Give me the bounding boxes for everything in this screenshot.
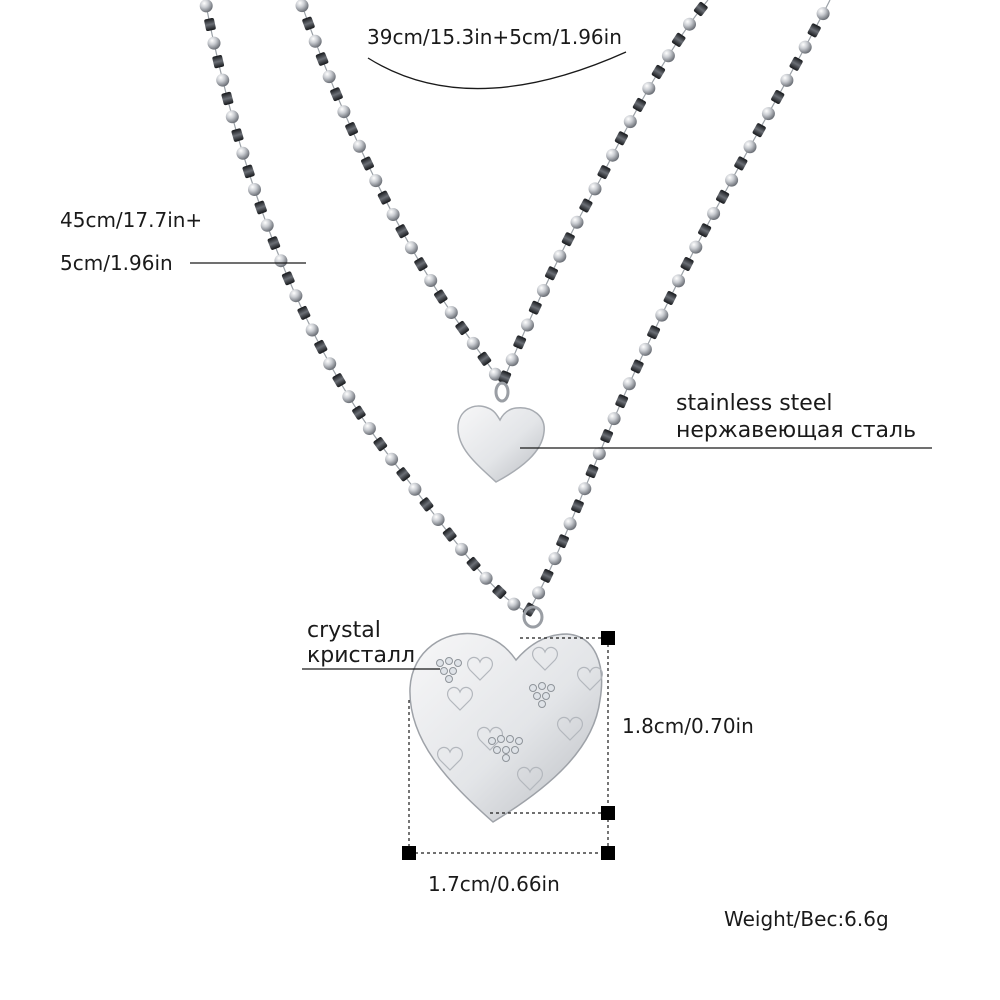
silver-bead (353, 140, 366, 153)
silver-bead (662, 49, 675, 62)
silver-bead (226, 110, 239, 123)
silver-bead (507, 598, 520, 611)
black-bead (360, 156, 374, 171)
short-chain-arc (368, 52, 626, 89)
black-bead (734, 156, 749, 171)
silver-bead (623, 377, 636, 390)
black-bead (414, 256, 429, 271)
silver-bead (672, 274, 685, 287)
black-bead (680, 256, 694, 271)
silver-bead (248, 183, 261, 196)
silver-bead (642, 82, 655, 95)
silver-bead (537, 284, 550, 297)
black-bead (345, 121, 359, 136)
black-bead (267, 236, 281, 251)
black-bead (281, 271, 295, 286)
silver-bead (405, 241, 418, 254)
black-bead (789, 56, 804, 71)
black-bead (715, 189, 730, 204)
black-bead (513, 335, 527, 350)
silver-bead (655, 309, 668, 322)
silver-bead (744, 140, 757, 153)
material-label-en: stainless steel (676, 391, 833, 416)
stone-label-ru: кристалл (307, 643, 416, 668)
black-bead (632, 97, 647, 112)
black-bead (242, 164, 255, 178)
black-bead (204, 18, 216, 32)
black-bead (231, 128, 244, 142)
silver-bead (323, 70, 336, 83)
black-bead (651, 64, 666, 79)
silver-bead (799, 41, 812, 54)
black-bead (807, 23, 821, 38)
silver-bead (571, 216, 584, 229)
silver-bead (589, 182, 602, 195)
black-bead (585, 464, 599, 479)
black-bead (373, 436, 388, 452)
silver-bead (707, 207, 720, 220)
pendant-width-label: 1.7cm/0.66in (428, 872, 560, 896)
silver-bead (432, 513, 445, 526)
silver-bead (639, 343, 652, 356)
silver-bead (780, 74, 793, 87)
black-bead (330, 87, 344, 102)
black-bead (614, 131, 628, 146)
black-bead (752, 123, 767, 138)
black-bead (647, 325, 661, 340)
black-bead (600, 429, 614, 444)
black-bead (433, 289, 448, 305)
silver-bead (387, 208, 400, 221)
black-bead (770, 89, 785, 104)
silver-bead (200, 0, 213, 12)
short-chain-length-label: 39cm/15.3in+5cm/1.96in (367, 25, 622, 49)
silver-bead (606, 149, 619, 162)
annotation-lines (190, 52, 932, 669)
black-bead (571, 499, 585, 514)
black-bead (663, 290, 677, 305)
silver-bead (593, 447, 606, 460)
black-bead (377, 190, 391, 205)
small-heart-pendant (458, 383, 544, 482)
silver-bead (817, 7, 830, 20)
silver-bead (506, 353, 519, 366)
silver-bead (274, 254, 287, 267)
silver-bead (306, 324, 319, 337)
black-bead (395, 224, 410, 239)
black-bead (544, 266, 558, 281)
black-bead (597, 164, 611, 179)
long-chain-length-label-line1: 45cm/17.7in+ (60, 208, 203, 232)
black-bead (419, 497, 434, 513)
black-bead (540, 568, 554, 583)
black-bead (697, 223, 711, 238)
silver-bead (216, 74, 229, 87)
silver-bead (309, 35, 322, 48)
silver-bead (296, 0, 309, 12)
silver-bead (532, 586, 545, 599)
black-bead (455, 320, 470, 336)
black-bead (314, 339, 328, 354)
silver-bead (578, 482, 591, 495)
silver-bead (683, 18, 696, 31)
black-bead (302, 16, 316, 31)
black-bead (351, 405, 366, 421)
silver-bead (363, 422, 376, 435)
black-bead (442, 527, 457, 543)
silver-bead (480, 572, 493, 585)
black-bead (254, 200, 267, 215)
pendant-height-label: 1.8cm/0.70in (622, 714, 754, 738)
silver-bead (369, 174, 382, 187)
silver-bead (725, 174, 738, 187)
black-bead (693, 1, 708, 17)
black-bead (615, 394, 629, 409)
black-bead (556, 534, 570, 549)
black-bead (561, 232, 575, 247)
bead-chains (200, 0, 833, 617)
silver-bead (261, 219, 274, 232)
silver-bead (424, 274, 437, 287)
black-bead (212, 55, 224, 69)
material-label-ru: нержавеющая сталь (676, 418, 917, 443)
silver-bead (408, 483, 421, 496)
silver-bead (236, 147, 249, 160)
silver-bead (624, 115, 637, 128)
long-chain-length-label-line2: 5cm/1.96in (60, 251, 173, 275)
black-bead (332, 373, 347, 388)
silver-bead (608, 412, 621, 425)
silver-bead (549, 552, 562, 565)
large-heart-pendant (410, 607, 602, 822)
black-bead (671, 32, 686, 48)
silver-bead (323, 357, 336, 370)
black-bead (477, 351, 492, 367)
inner-chain-wire (300, 0, 708, 384)
silver-bead (762, 107, 775, 120)
stone-label-en: crystal (307, 618, 381, 643)
silver-bead (553, 250, 566, 263)
black-bead (315, 52, 329, 67)
silver-bead (289, 289, 302, 302)
black-bead (221, 91, 234, 105)
silver-bead (467, 337, 480, 350)
silver-bead (342, 390, 355, 403)
outer-chain-wire (205, 0, 833, 612)
silver-bead (337, 105, 350, 118)
silver-bead (445, 306, 458, 319)
weight-label: Weight/Вес:6.6g (724, 907, 889, 931)
silver-bead (564, 517, 577, 530)
black-bead (579, 198, 593, 213)
silver-bead (385, 453, 398, 466)
black-bead (630, 359, 644, 374)
silver-bead (208, 37, 221, 50)
silver-bead (521, 319, 534, 332)
black-bead (528, 300, 542, 315)
silver-bead (455, 543, 468, 556)
black-bead (396, 466, 411, 482)
black-bead (297, 305, 311, 320)
silver-bead (689, 241, 702, 254)
